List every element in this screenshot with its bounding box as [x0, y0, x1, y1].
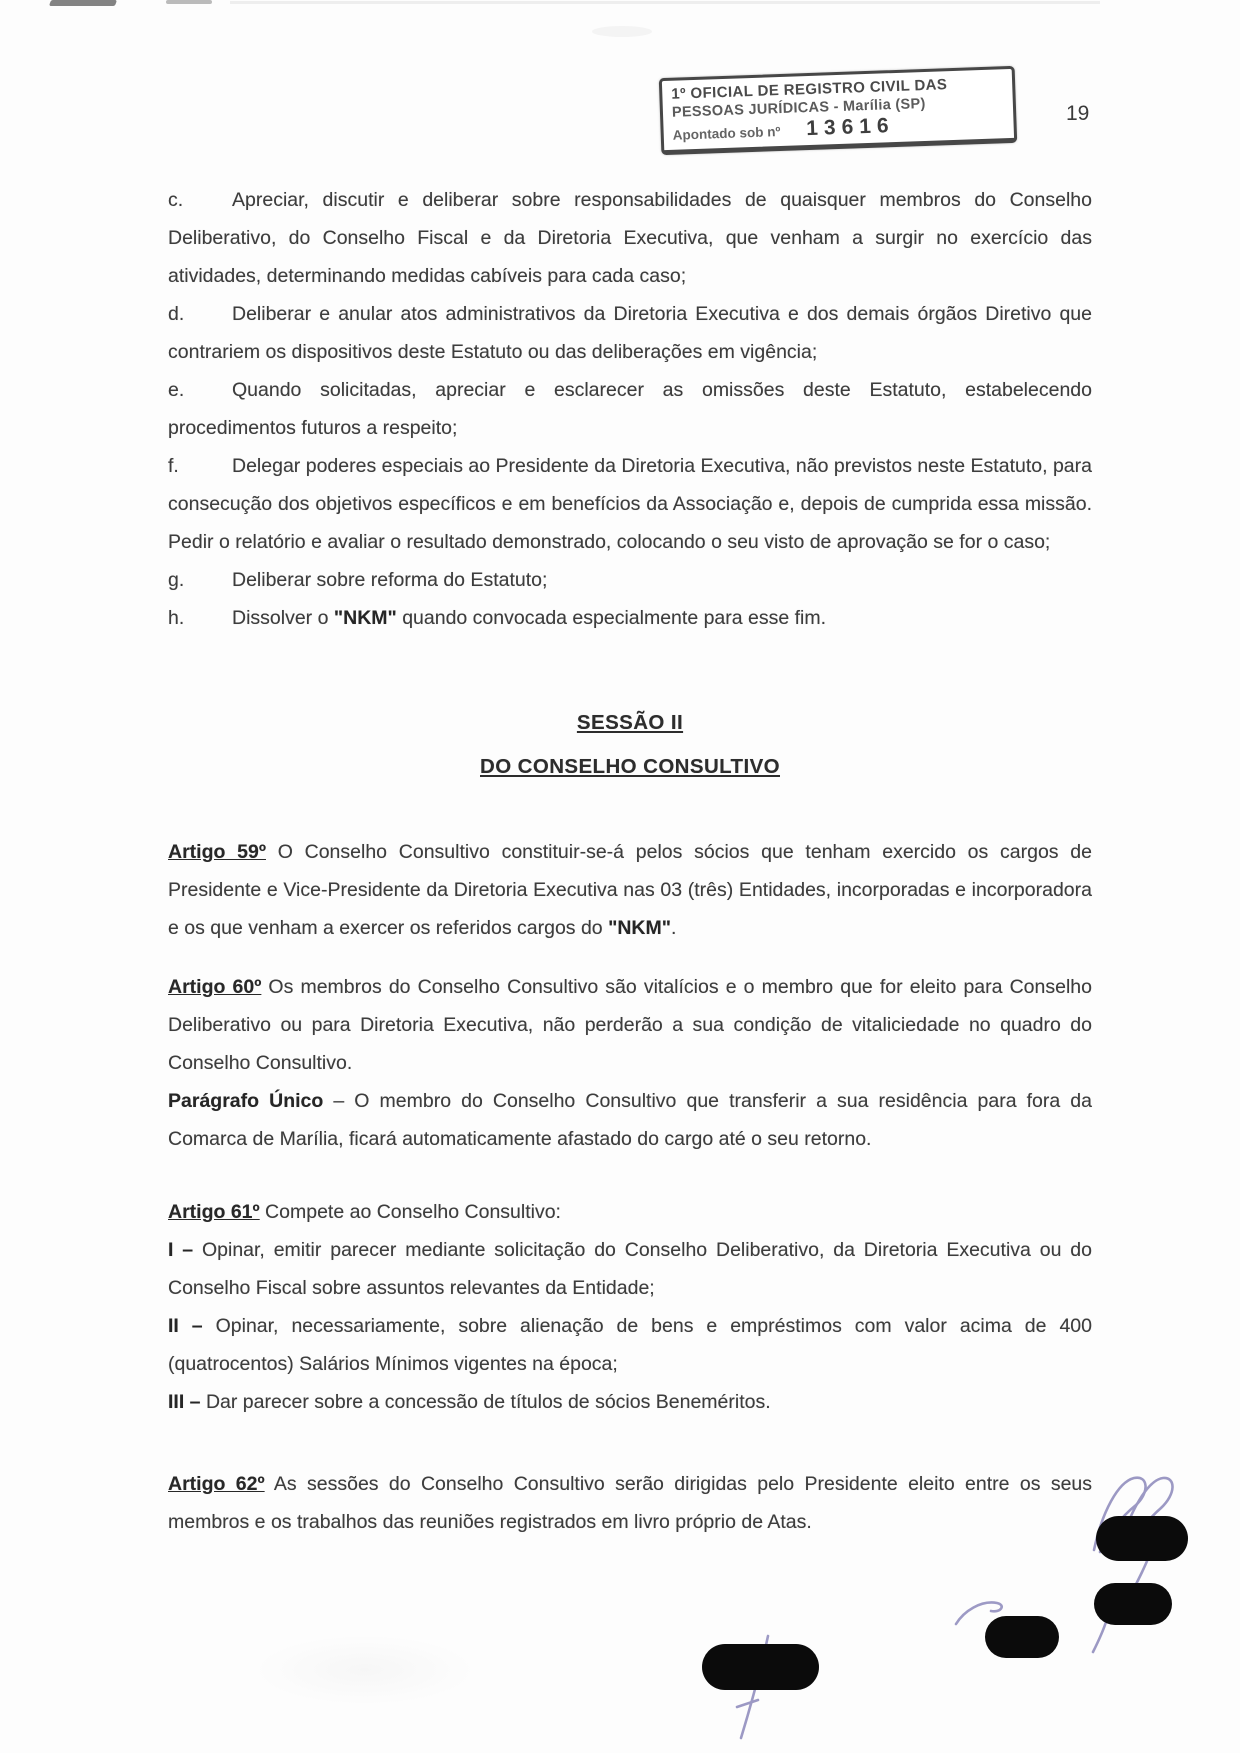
clause-item-h: [168, 599, 1092, 637]
article-paragraph: [168, 1465, 1092, 1541]
section-heading: DO CONSELHO CONSULTIVO: [480, 755, 780, 778]
text-segment: Delegar poderes especiais ao Presidente da Diretoria Executiva, não previstos neste Estatuto, para consecução dos objetivos específicos e em benefícios da Associação e, depois de cumprida essa missão. Pedir o relatório e avaliar o resultado demonstrado, colocando o seu visto de aprovação se for o caso;: [168, 455, 1092, 553]
stamp-entity-line: PESSOAS JURÍDICAS - Marília (SP): [671, 95, 926, 121]
text-segment: quando convocada especialmente para esse fim.: [396, 607, 827, 629]
text-segment: .: [670, 917, 677, 939]
stamp-office-line: 1º OFICIAL DE REGISTRO CIVIL DAS: [671, 76, 948, 103]
text-segment: Opinar, necessariamente, sobre alienação de bens e empréstimos com valor acima de 400 (quatrocentos) Salários Mínimos vigentes na época;: [168, 1315, 1092, 1375]
clause-item-c: [168, 181, 1092, 295]
scan-artifact: [166, 0, 212, 4]
redaction-mark-2: [1094, 1583, 1172, 1625]
article-label: Artigo 60º: [168, 976, 262, 998]
clause-item-f: [168, 447, 1092, 561]
stamp-number-label: Apontado sob nº: [672, 124, 781, 143]
document-body: [168, 181, 1092, 1541]
redaction-mark-1: [1096, 1516, 1188, 1561]
stamp-number-value: 13616: [805, 114, 896, 141]
text-segment: As sessões do Conselho Consultivo serão dirigidas pelo Presidente eleito entre os seus membros e os trabalhos das reuniões registrados em livro próprio de Atas.: [168, 1473, 1093, 1533]
scan-artifact: [230, 1, 1100, 4]
body-paragraph: [168, 1307, 1092, 1383]
clause-letter: e.: [168, 379, 185, 401]
text-segment: Opinar, emitir parecer mediante solicitação do Conselho Deliberativo, da Diretoria Executiva ou do Conselho Fiscal sobre assuntos relevantes da Entidade;: [168, 1239, 1092, 1299]
page-number: 19: [1066, 102, 1090, 125]
clause-letter: f.: [168, 455, 179, 477]
redaction-mark-3: [985, 1616, 1059, 1658]
registry-stamp: [659, 66, 1017, 155]
article-paragraph: [168, 1193, 1092, 1231]
redaction-mark-4: [702, 1644, 819, 1690]
text-segment: Os membros do Conselho Consultivo são vitalícios e o membro que for eleito para Conselho Deliberativo ou para Diretoria Executiva, não perderão a sua condição de vitaliciedade no quadro do Conselho Consultivo.: [168, 976, 1092, 1074]
clause-letter: c.: [168, 189, 184, 211]
text-segment: Compete ao Conselho Consultivo:: [259, 1201, 561, 1223]
text-segment: III –: [168, 1391, 206, 1413]
text-segment: Deliberar sobre reforma do Estatuto;: [232, 569, 548, 591]
text-segment: Dar parecer sobre a concessão de títulos de sócios Beneméritos.: [205, 1391, 771, 1413]
signature-stroke: [1093, 1622, 1106, 1652]
scan-artifact: [592, 26, 652, 37]
text-segment: I –: [168, 1239, 202, 1261]
text-segment: O Conselho Consultivo constituir-se-á pelos sócios que tenham exercido os cargos de Presidente e Vice-Presidente da Diretoria Executiva nas 03 (três) Entidades, incorporadas e incorporadora e os que venham a exercer os referidos cargos do: [168, 841, 1092, 939]
article-label: Artigo 59º: [168, 841, 266, 863]
text-segment: Dissolver o: [232, 607, 334, 629]
text-segment: II –: [168, 1315, 216, 1337]
scan-artifact: [255, 1635, 475, 1705]
text-segment: Apreciar, discutir e deliberar sobre responsabilidades de quaisquer membros do Conselho Deliberativo, do Conselho Fiscal e da Diretoria Executiva, que venham a surgir no exercício das atividades, determinando medidas cabíveis para cada caso;: [168, 189, 1092, 287]
clause-item-g: [168, 561, 1092, 599]
section-heading: SESSÃO II: [576, 711, 684, 734]
text-segment: "NKM": [333, 607, 397, 629]
signature-stroke: [737, 1700, 758, 1707]
clause-item-d: [168, 295, 1092, 371]
article-label: Artigo 61º: [168, 1201, 260, 1223]
text-segment: Quando solicitadas, apreciar e esclarecer as omissões deste Estatuto, estabelecendo procedimentos futuros a respeito;: [168, 379, 1092, 439]
article-paragraph: [168, 833, 1092, 947]
clause-item-e: [168, 371, 1092, 447]
text-segment: "NKM": [608, 917, 671, 939]
body-paragraph: [168, 1231, 1092, 1307]
clause-letter: d.: [168, 303, 185, 325]
clause-letter: h.: [168, 607, 185, 629]
body-paragraph: [168, 1082, 1092, 1158]
body-paragraph: [168, 1383, 1092, 1421]
text-segment: – O membro do Conselho Consultivo que transferir a sua residência para fora da Comarca de Marília, ficará automaticamente afastado do cargo até o seu retorno.: [168, 1090, 1092, 1150]
scan-artifact: [49, 0, 117, 6]
clause-letter: g.: [168, 569, 185, 591]
article-paragraph: [168, 968, 1092, 1082]
article-label: Artigo 62º: [168, 1473, 265, 1495]
text-segment: Parágrafo Único: [168, 1090, 324, 1112]
text-segment: Deliberar e anular atos administrativos da Diretoria Executiva e dos demais órgãos Diretivo que contrariem os dispositivos deste Estatuto ou das deliberações em vigência;: [168, 303, 1092, 363]
